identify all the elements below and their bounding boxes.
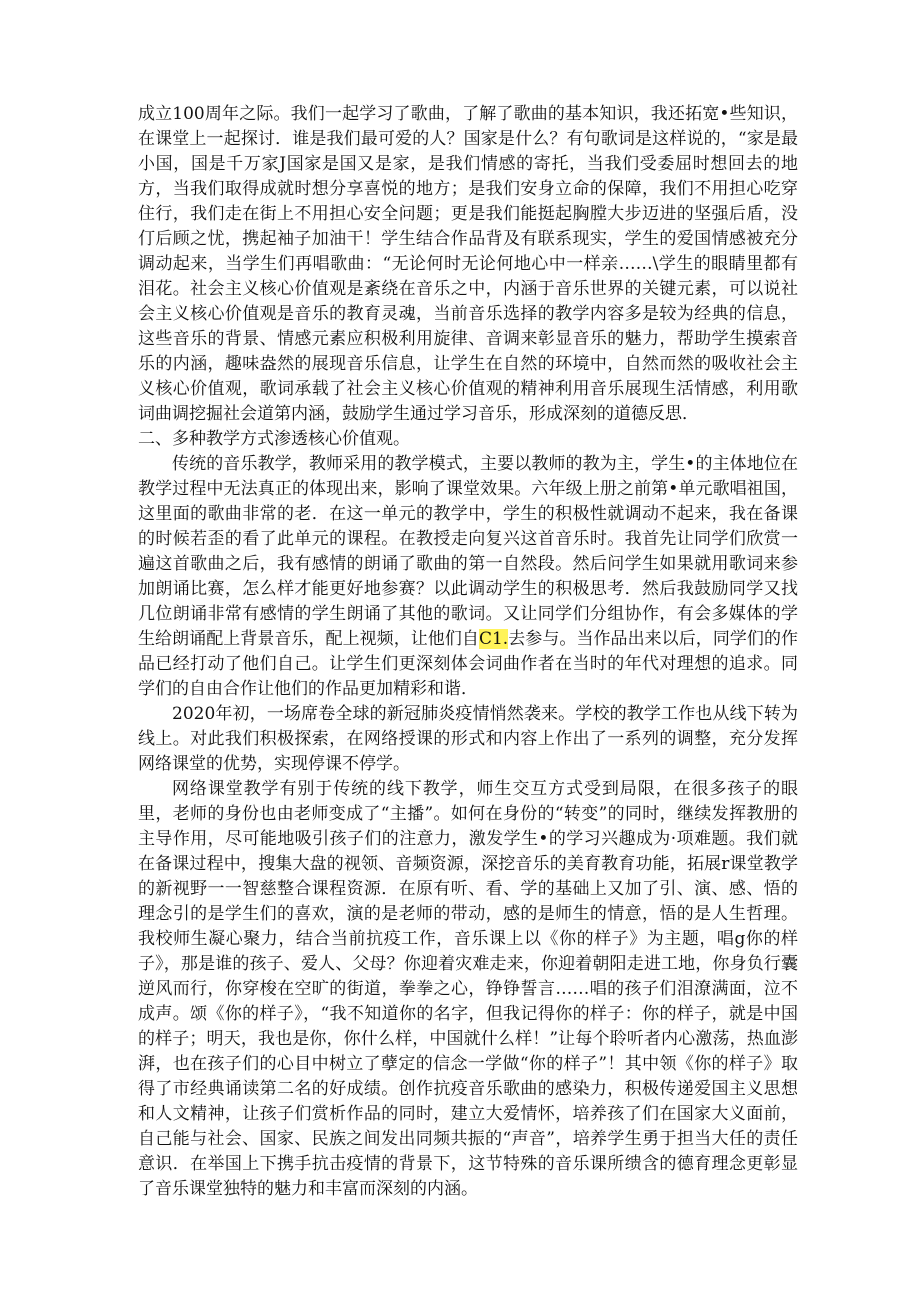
paragraph-2-text-before: 传统的音乐教学，教师采用的教学模式，主要以教师的教为主，学生•的主体地位在教学过程中无法真正的体现出来，影响了课堂效果。六年级上册之前第•单元歌唱祖国，这里面的歌曲非常的老．在这一单元的教学中，学生的积极性就调动不起来，我在备课的时候若歪的看了此单元的课程。在教授走向复兴这首音乐时。我首先让同学们欣赏一遍这首歌曲之后，我有感情的朗诵了歌曲的第一自然段。然后问学生如果就用歌词来参加朗诵比赛，怎么样才能更好地参赛？以此调动学生的积极思考．然后我鼓励同学又找几位朗诵非常有感情的学生朗诵了其他的歌词。又让同学们分组协作，有会多媒体的学生给朗诵配上背景音乐，配上视频，让他们自	[138, 454, 798, 649]
document-body	[138, 102, 798, 1202]
paragraph-2-text-after: 去参与。当作品出来以后，同学们的作品已经打动了他们自己。让学生们更深刻体会词曲作者在当时的年代对理想的追求。同学们的自由合作让他们的作品更加精彩和谐．	[138, 629, 799, 699]
paragraph-1: 成立100周年之际。我们一起学习了歌曲，了解了歌曲的基本知识，我还拓宽•些知识，在课堂上一起探讨．谁是我们最可爱的人？国家是什么？有句歌词是这样说的，“家是最小国，国是千万家J国家是国又是家，是我们情感的寄托，当我们受委屈时想回去的地方，当我们取得成就时想分享喜悦的地方；是我们安身立命的保障，我们不用担心吃穿住行，我们走在街上不用担心安全问题；更是我们能挺起胸膛大步迈进的坚强后盾，没仃后顾之忧，携起袖子加油干！学生结合作品背及有联系现实，学生的爱国情感被充分调动起来，当学生们再唱歌曲：“无论何时无论何地心中一样亲……\学生的眼睛里都有泪花。社会主义核心价值观是紊绕在音乐之中，内涵于音乐世界的关键元素，可以说社会主义核心价值观是音乐的教育灵魂，当前音乐选择的教学内容多是较为经典的信息，这些音乐的背景、情感元素应积极利用旋律、音调来彰显音乐的魅力，帮助学生摸索音乐的内涵，趣味盎然的展现音乐信息，让学生在自然的环境中，自然而然的吸收社会主义核心价值观，歌词承载了社会主义核心价值观的精神利用音乐展现生活情感，利用歌词曲调挖掘社会道第内涵，鼓励学生通过学习音乐，形成深刻的道德反思．	[138, 104, 798, 424]
highlighted-text: C1.	[478, 629, 509, 649]
paragraph-3: 2020年初，一场席卷全球的新冠肺炎疫情悄然袭来。学校的教学工作也从线下转为线上。对此我们积极探索，在网络授课的形式和内容上作出了一系列的调整，充分发挥网络课堂的优势，实现停课不停学。	[138, 704, 798, 774]
section-heading-2: 二、多种教学方式渗透核心价值观。	[138, 429, 410, 449]
paragraph-2	[138, 452, 798, 702]
paragraph-4: 网络课堂教学有别于传统的线下教学，师生交互方式受到局限，在很多孩子的眼里，老师的身份也由老师变成了“主播”。如何在身份的“转变”的同时，继续发挥教册的主导作用，尽可能地吸引孩子们的注意力，激发学生•的学习兴趣成为·项难题。我们就在备课过程中，搜集大盘的视领、音频资源，深挖音乐的美育教育功能，拓展r课堂教学的新视野一一智慈整合课程资源．在原有听、看、学的基础上又加了引、演、感、悟的理念引的是学生们的喜欢，演的是老师的带动，感的是师生的情意，悟的是人生哲理。我校师生凝心聚力，结合当前抗疫工作，音乐课上以《你的样子》为主题，唱g你的样子》，那是谁的孩子、爱人、父母？你迎着灾难走来，你迎着朝阳走进工地，你身负行囊逆风而行，你穿梭在空旷的街道，拳拳之心，铮铮誓言……唱的孩子们泪潦满面，泣不成声。颂《你的样子》，“我不知道你的名字，但我记得你的样子：你的样子，就是中国的样子；明天，我也是你，你什么样，中国就什么样！”让每个聆听者内心激荡，热血澎湃，也在孩子们的心目中树立了孽定的信念一学做“你的样子”！其中领《你的样子》取得了市经典诵读第二名的好成绩。创作抗疫音乐歌曲的感染力，积极传递爱国主义思想和人文精神，让孩子们赏析作品的同时，建立大爱情怀，培养孩了们在国家大义面前，自己能与社会、国家、民族之间发出同频共振的“声音”，培养学生勇于担当大任的责任意识．在举国上下携手抗击疫情的背景下，这节特殊的音乐课所缋含的德育理念更彰显了音乐课堂独特的魅力和丰富而深刻的内涵。	[138, 779, 798, 1199]
